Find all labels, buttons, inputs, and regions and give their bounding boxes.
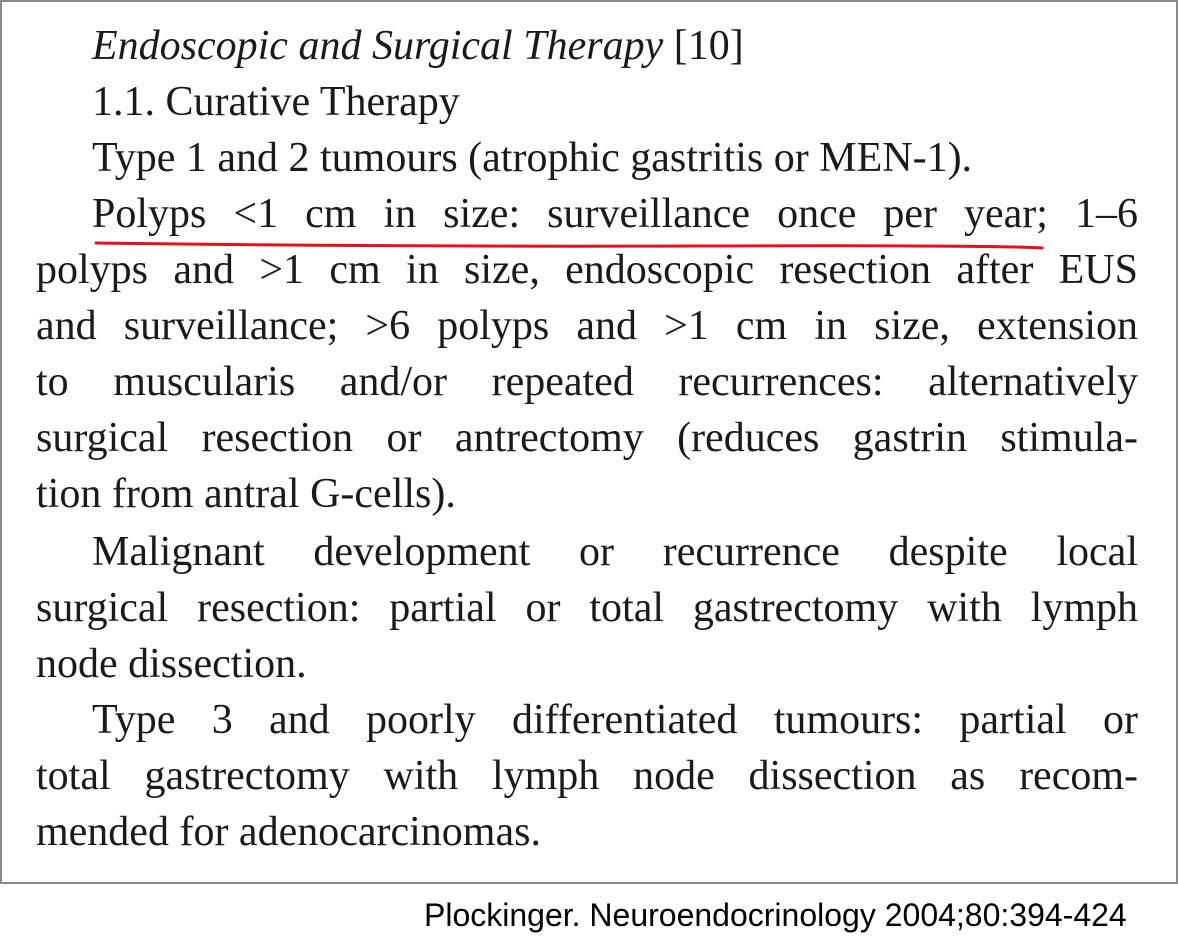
section-heading: [92, 18, 1138, 74]
citation: Plockinger. Neuroendocrinology 2004;80:394-424: [424, 897, 1127, 933]
section-heading-reference: [10]: [673, 23, 744, 69]
paragraph-line-10: node dissection.: [36, 641, 307, 687]
paragraph-line-2-text: Polyps <1 cm in size: surveillance once per year; 1–6: [92, 191, 1138, 237]
paragraph-line-5: to muscularis and/or repeated recurrences: alternatively: [36, 359, 1138, 405]
paragraph-line-11: Type 3 and poorly differentiated tumours: partial or: [92, 697, 1138, 743]
paragraph-line-12: total gastrectomy with lymph node dissection as recom-: [36, 753, 1138, 799]
paragraph-line-8: Malignant development or recurrence despite local: [92, 529, 1138, 575]
paragraph-line-9: surgical resection: partial or total gastrectomy with lymph: [36, 585, 1138, 631]
paragraph-line-6: surgical resection or antrectomy (reduces gastrin stimula-: [36, 415, 1138, 461]
subheading: 1.1. Curative Therapy: [92, 79, 460, 125]
paragraph-line-1: Type 1 and 2 tumours (atrophic gastritis or MEN-1).: [92, 135, 973, 181]
section-heading-title: Endoscopic and Surgical Therapy: [92, 23, 664, 69]
paragraph-line-2: [92, 186, 1138, 242]
paragraph-line-13: mended for adenocarcinomas.: [36, 809, 541, 855]
paragraph-line-4: and surveillance; >6 polyps and >1 cm in size, extension: [36, 303, 1138, 349]
paragraph-line-7: tion from antral G-cells).: [36, 471, 456, 517]
paragraph-line-3: polyps and >1 cm in size, endoscopic resection after EUS: [36, 247, 1138, 293]
